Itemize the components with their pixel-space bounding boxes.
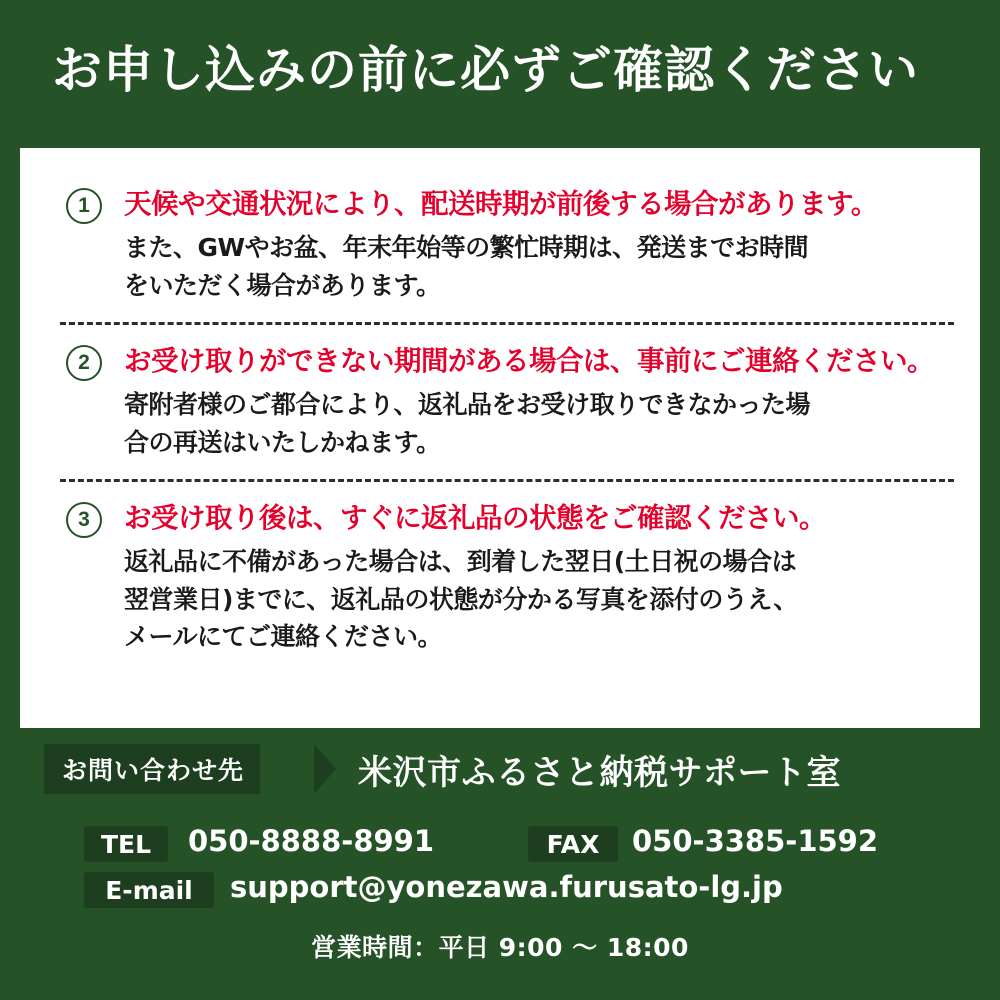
note-body-line: をいただく場合があります。	[124, 270, 441, 300]
tel-tag: TEL	[84, 826, 168, 862]
fax-tag: FAX	[528, 826, 618, 862]
note-item-1	[58, 186, 954, 304]
notes-card	[20, 148, 980, 728]
contact-row-email	[0, 872, 1000, 918]
contact-department-name: 米沢市ふるさと納税サポート室	[358, 752, 841, 793]
note-body-line: 合の再送はいたしかねます。	[124, 427, 441, 457]
tel-value: 050-8888-8991	[188, 824, 435, 858]
note-heading: お受け取りができない期間がある場合は、事前にご連絡ください。	[124, 345, 934, 378]
contact-label: お問い合わせ先	[44, 744, 260, 794]
contact-details	[0, 826, 1000, 918]
note-divider	[60, 322, 954, 325]
note-item-2	[58, 343, 954, 461]
note-number-badge: 2	[66, 345, 102, 381]
fax-value: 050-3385-1592	[632, 824, 879, 858]
note-heading: 天候や交通状況により、配送時期が前後する場合があります。	[124, 188, 878, 220]
note-body	[124, 229, 954, 304]
note-body-line: 寄附者様のご都合により、返礼品をお受け取りできなかった場	[124, 390, 811, 420]
notes-list	[58, 186, 954, 666]
note-body-line: 返礼品に不備があった場合は、到着した翌日(土日祝の場合は	[124, 547, 797, 577]
business-hours: 営業時間：平日 9:00 〜 18:00	[311, 933, 689, 962]
note-body	[124, 386, 954, 461]
note-body-line: 翌営業日)までに、返礼品の状態が分かる写真を添付のうえ、	[124, 584, 798, 614]
email-value[interactable]: support@yonezawa.furusato-lg.jp	[230, 870, 783, 904]
note-number-badge: 3	[66, 502, 102, 538]
note-item-3	[58, 500, 954, 656]
note-divider	[60, 479, 954, 482]
contact-row-phone	[0, 826, 1000, 872]
note-number-badge: 1	[66, 188, 102, 224]
email-tag: E-mail	[84, 872, 214, 908]
note-body	[124, 543, 954, 656]
note-body-line: また、GWやお盆、年末年始等の繁忙時期は、発送までお時間	[124, 233, 809, 263]
arrow-right-icon	[314, 744, 336, 794]
contact-header	[0, 744, 1000, 806]
note-body-line: メールにてご連絡ください。	[124, 622, 443, 652]
page-title: お申し込みの前に必ずご確認ください	[52, 41, 919, 99]
note-heading: お受け取り後は、すぐに返礼品の状態をご確認ください。	[124, 502, 826, 535]
